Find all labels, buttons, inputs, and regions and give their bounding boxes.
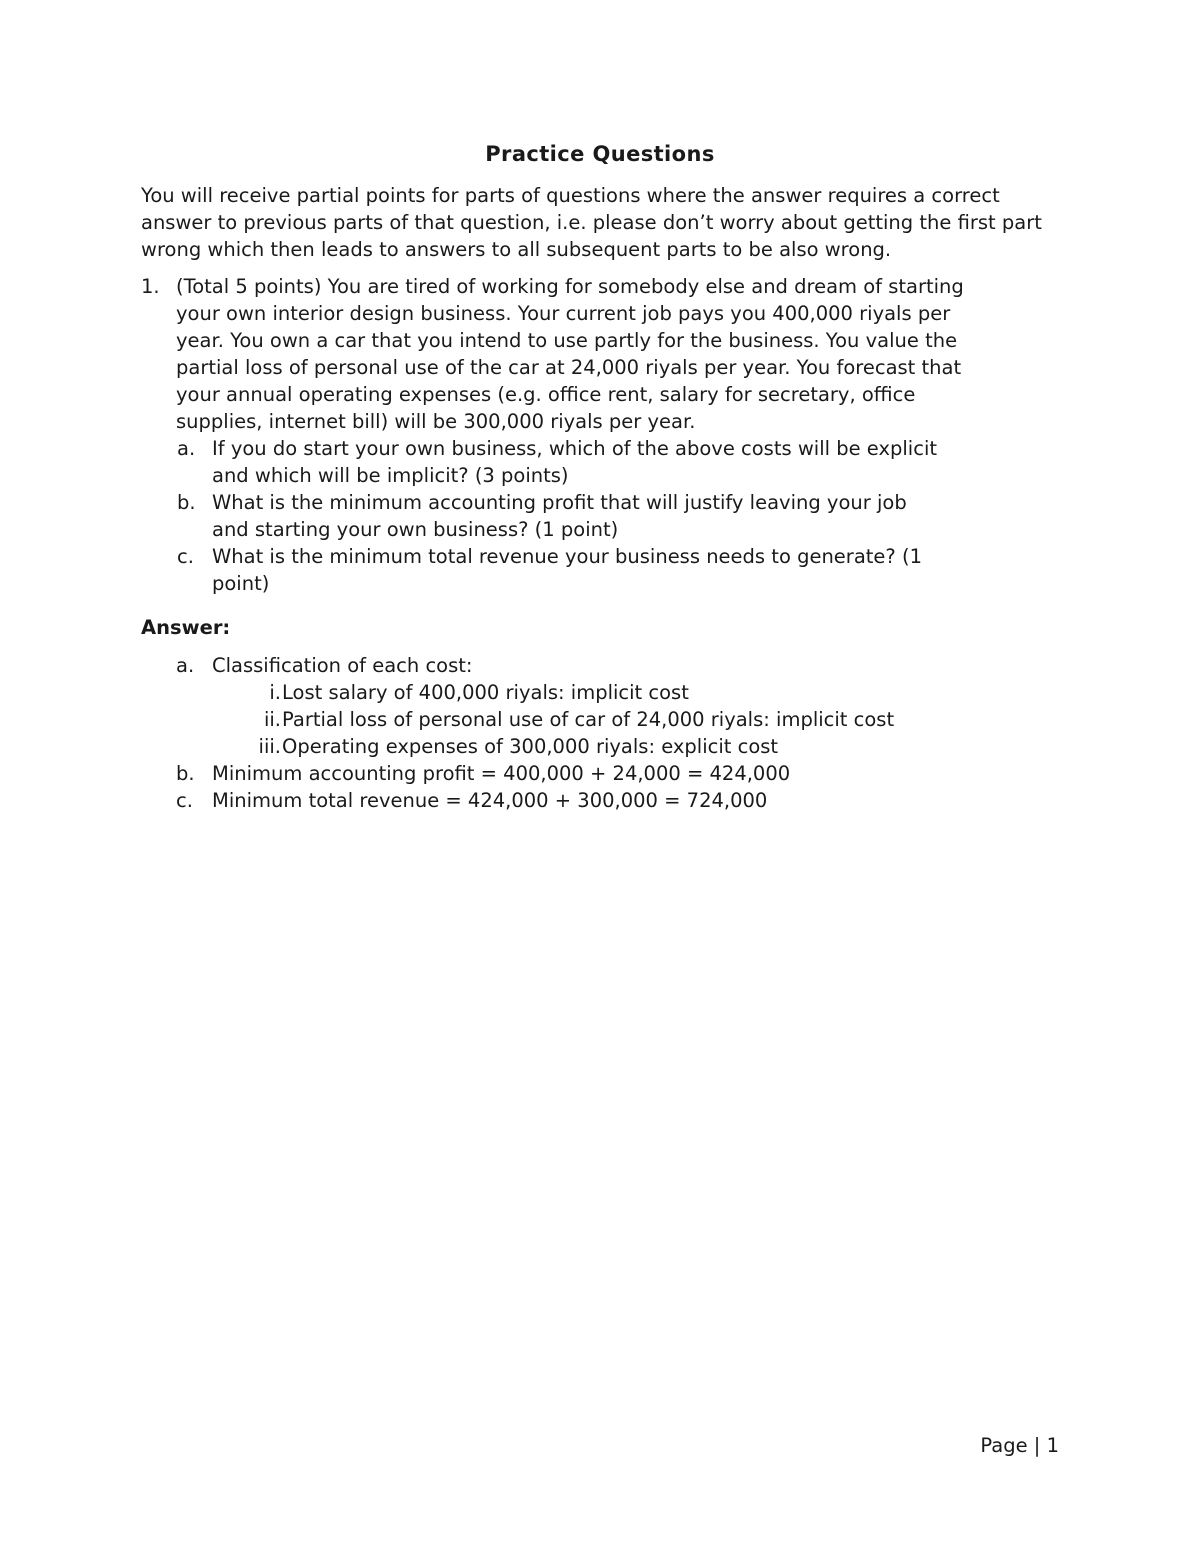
answer-b — [141, 760, 1061, 787]
answer-a — [141, 652, 1061, 679]
answer-subitem — [141, 733, 1061, 760]
question-line: your own interior design business. Your current job pays you 400,000 riyals per — [176, 302, 951, 325]
answer-text: Classification of each cost: — [212, 654, 473, 677]
answer-subitem — [141, 679, 1061, 706]
answer-letter: c. — [176, 789, 193, 812]
roman-numeral: iii. — [258, 735, 281, 758]
answer-text: Minimum total revenue = 424,000 + 300,000 = 724,000 — [212, 789, 768, 812]
answer-heading: Answer: — [141, 616, 231, 639]
roman-numeral: ii. — [263, 708, 281, 731]
part-line: and which will be implicit? (3 points) — [212, 464, 569, 487]
answer-letter: a. — [176, 654, 195, 677]
part-letter: c. — [177, 545, 194, 568]
part-line: and starting your own business? (1 point) — [212, 518, 619, 541]
part-letter: a. — [177, 437, 196, 460]
question-1 — [141, 273, 1061, 435]
part-line: If you do start your own business, which of the above costs will be explicit — [212, 437, 938, 460]
question-part-b — [141, 489, 1061, 543]
answer-letter: b. — [176, 762, 195, 785]
answer-text: Minimum accounting profit = 400,000 + 24,000 = 424,000 — [212, 762, 791, 785]
answer-c — [141, 787, 1061, 814]
part-line: point) — [212, 572, 270, 595]
answer-subitem-text: Partial loss of personal use of car of 24,000 riyals: implicit cost — [282, 708, 895, 731]
answer-subitem-text: Lost salary of 400,000 riyals: implicit cost — [282, 681, 689, 704]
part-letter: b. — [177, 491, 196, 514]
question-line: partial loss of personal use of the car at 24,000 riyals per year. You forecast that — [176, 356, 962, 379]
question-number: 1. — [141, 275, 160, 298]
roman-numeral: i. — [269, 681, 281, 704]
page-title: Practice Questions — [485, 142, 715, 166]
question-line: year. You own a car that you intend to use partly for the business. You value the — [176, 329, 958, 352]
page-number-footer: Page | 1 — [980, 1434, 1059, 1457]
part-line: What is the minimum accounting profit that will justify leaving your job — [212, 491, 907, 514]
question-line: (Total 5 points) You are tired of working for somebody else and dream of starting — [176, 275, 964, 298]
question-parts — [141, 435, 1061, 597]
question-line: supplies, internet bill) will be 300,000 riyals per year. — [176, 410, 696, 433]
question-part-a — [141, 435, 1061, 489]
question-line: your annual operating expenses (e.g. office rent, salary for secretary, office — [176, 383, 916, 406]
intro-paragraph: You will receive partial points for parts of questions where the answer requires a correct answer to previous parts of that question, i.e. please don’t worry about getting the first part wrong which then leads to answers to all subsequent parts to be also wrong. — [141, 184, 1042, 261]
question-part-c — [141, 543, 1061, 597]
answer-subitem-text: Operating expenses of 300,000 riyals: explicit cost — [282, 735, 779, 758]
part-line: What is the minimum total revenue your business needs to generate? (1 — [212, 545, 922, 568]
answer-subitem — [141, 706, 1061, 733]
question-text — [176, 273, 1061, 435]
document-body — [141, 182, 1061, 814]
